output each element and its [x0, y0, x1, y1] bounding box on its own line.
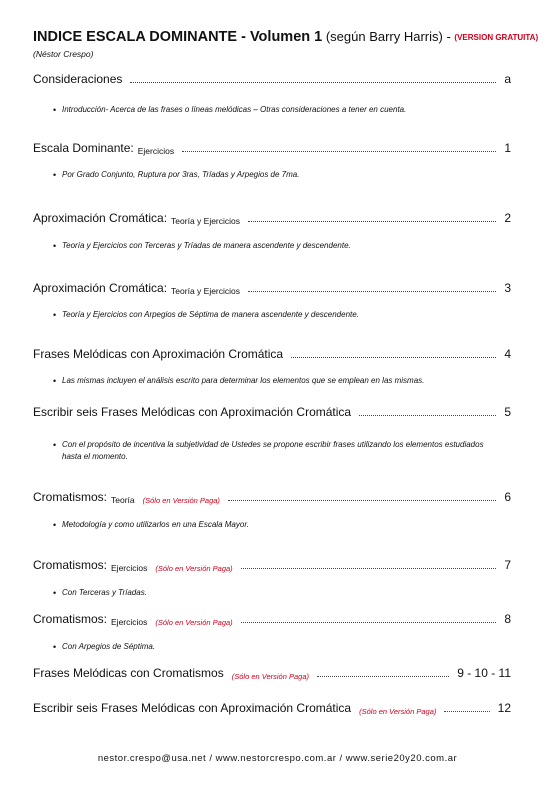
dot-leader	[182, 151, 496, 152]
entry-title: Escala Dominante:	[33, 141, 134, 155]
entry-subtitle: Teoría y Ejercicios	[171, 216, 241, 226]
entry-page: 8	[504, 612, 511, 626]
entry-page: 6	[504, 490, 511, 504]
entry-description: • Con Arpegios de Séptima.	[62, 641, 502, 653]
entry-title: Aproximación Cromática:	[33, 211, 168, 225]
version-label: (VERSION GRATUITA)	[454, 33, 539, 42]
entry-description: • Teoría y Ejercicios con Terceras y Tríadas de manera ascendente y descendente.	[62, 240, 502, 252]
entry-description: • Metodología y como utilizarlos en una Escala Mayor.	[62, 519, 502, 531]
paid-version-note: (Sólo en Versión Paga)	[359, 707, 437, 716]
entry-page: 7	[504, 558, 511, 572]
entry-page: 1	[504, 141, 511, 155]
entry-title: Consideraciones	[33, 72, 123, 86]
dot-leader	[444, 711, 489, 712]
document-title	[33, 28, 543, 47]
entry-description: • Las mismas incluyen el análisis escrito para determinar los elementos que se emplean en las mismas.	[62, 375, 502, 387]
toc-entry-frases-aproximacion	[33, 347, 511, 362]
paid-version-note: (Sólo en Versión Paga)	[155, 564, 233, 573]
entry-subtitle: Ejercicios	[111, 617, 148, 627]
dot-leader	[228, 500, 496, 501]
entry-title: Escribir seis Frases Melódicas con Aproximación Cromática	[33, 405, 352, 419]
entry-page: 5	[504, 405, 511, 419]
dot-leader	[291, 357, 496, 358]
toc-entry-frases-cromatismos	[33, 666, 511, 681]
entry-title: Cromatismos:	[33, 490, 108, 504]
toc-entry-cromatismos-ejercicios-1	[33, 558, 511, 573]
toc-entry-aproximacion-2	[33, 281, 511, 296]
toc-entry-escribir-frases-2	[33, 701, 511, 716]
dot-leader	[241, 622, 497, 623]
dot-leader	[359, 415, 496, 416]
entry-title: Cromatismos:	[33, 558, 108, 572]
entry-page: 2	[504, 211, 511, 225]
paid-version-note: (Sólo en Versión Paga)	[142, 496, 220, 505]
toc-entry-cromatismos-ejercicios-2	[33, 612, 511, 627]
entry-subtitle: Teoría y Ejercicios	[171, 286, 241, 296]
entry-page: 12	[497, 701, 511, 715]
entry-page: 9 - 10 - 11	[457, 666, 511, 680]
toc-entry-aproximacion-1	[33, 211, 511, 226]
title-subtitle: (según Barry Harris) -	[322, 29, 455, 44]
entry-title: Frases Melódicas con Cromatismos	[33, 666, 224, 680]
dot-leader	[130, 82, 496, 83]
author-name: (Néstor Crespo)	[33, 49, 94, 59]
paid-version-note: (Sólo en Versión Paga)	[231, 672, 310, 681]
entry-subtitle: Ejercicios	[137, 146, 175, 156]
entry-page: 3	[504, 281, 511, 295]
dot-leader	[248, 221, 496, 222]
toc-entry-consideraciones	[33, 72, 511, 87]
dot-leader	[241, 568, 497, 569]
entry-description: • Por Grado Conjunto, Ruptura por 3ras, Tríadas y Arpegios de 7ma.	[62, 169, 502, 181]
entry-title: Cromatismos:	[33, 612, 108, 626]
entry-page: 4	[504, 347, 511, 361]
paid-version-note: (Sólo en Versión Paga)	[155, 618, 233, 627]
entry-description: • Con Terceras y Tríadas.	[62, 587, 502, 599]
dot-leader	[248, 291, 496, 292]
entry-subtitle: Teoría	[111, 495, 135, 505]
entry-description: • Con el propósito de incentiva la subjetividad de Ustedes se propone escribir frases utilizando los elementos estudiados hasta el momento.	[62, 439, 502, 463]
entry-title: Escribir seis Frases Melódicas con Aproximación Cromática	[33, 701, 352, 715]
entry-description: • Teoría y Ejercicios con Arpegios de Séptima de manera ascendente y descendente.	[62, 309, 502, 321]
entry-title: Frases Melódicas con Aproximación Cromática	[33, 347, 284, 361]
dot-leader	[317, 676, 449, 677]
entry-subtitle: Ejercicios	[111, 563, 148, 573]
entry-description: • Introducción- Acerca de las frases o líneas melódicas – Otras consideraciones a tener en cuenta.	[62, 104, 502, 116]
document-header	[33, 28, 543, 59]
toc-entry-cromatismos-teoria	[33, 490, 511, 505]
footer-contact: nestor.crespo@usa.net / www.nestorcrespo.com.ar / www.serie20y20.com.ar	[97, 753, 458, 764]
title-main: INDICE ESCALA DOMINANTE - Volumen 1	[33, 29, 323, 45]
entry-page: a	[504, 72, 511, 86]
toc-entry-escala-dominante	[33, 141, 511, 156]
entry-title: Aproximación Cromática:	[33, 281, 168, 295]
toc-entry-escribir-frases	[33, 405, 511, 420]
